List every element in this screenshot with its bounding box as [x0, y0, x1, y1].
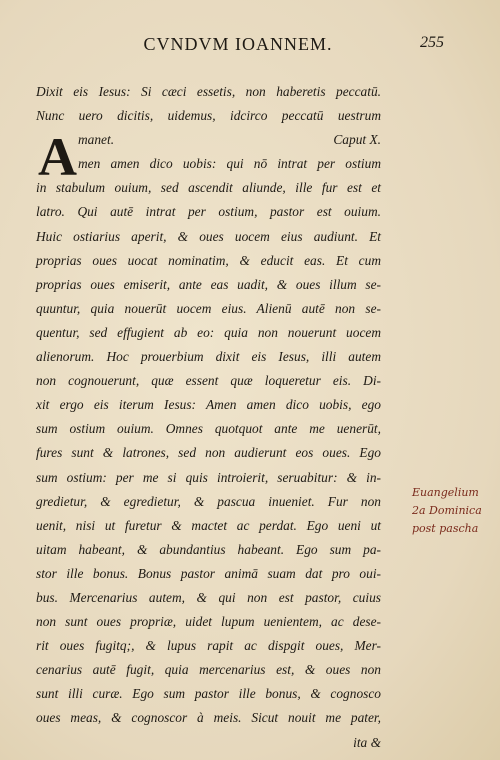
text-line: quentur, sed effugient ab eo: quia non nouerunt uocem [36, 324, 381, 340]
text-line: oues meas, & cognoscor à meis. Sicut nouit me pater, [36, 710, 381, 726]
text-line: alienorum. Hoc prouerbium dixit eis Iesus, illi autem [36, 349, 381, 365]
text-line: gredietur, & egredietur, & pascua inueniet. Fur non [36, 493, 381, 509]
text-line: non cognouerunt, quæ essent quæ loqueretur eis. Di- [36, 373, 381, 389]
text-line: non sunt oues propriæ, uidet lupum uenientem, ac dese- [36, 614, 381, 630]
drop-cap-initial: A [38, 127, 77, 187]
chapter-heading: Caput X. [333, 132, 381, 148]
text-line: sunt illi curæ. Ego sum pastor ille bonus, & cognosco [36, 686, 381, 702]
text-line: proprias oues emiserit, ante eas uadit, & oues illum se- [36, 276, 381, 292]
handwritten-marginal-note [412, 484, 500, 538]
text-line: uenit, nisi ut furetur & mactet ac perdat. Ego ueni ut [36, 517, 381, 533]
text-line-chapter-row [36, 128, 381, 152]
text-line: xit ergo eis iterum Iesus: Amen amen dico uobis, ego [36, 397, 381, 413]
text-line: ita & [353, 734, 381, 750]
text-line: manet. [78, 132, 115, 148]
marginal-note-line: post pascha [412, 522, 479, 535]
marginal-note-line: 2a Dominica [412, 504, 482, 517]
text-line: stor ille bonus. Bonus pastor animā suam dat pro oui- [36, 565, 381, 581]
text-line: fures sunt & latrones, sed non audierunt eos oues. Ego [36, 445, 381, 461]
text-line: latro. Qui autē intrat per ostium, pastor est ouium. [36, 204, 381, 220]
text-line: uitam habeant, & abundantius habeant. Ego sum pa- [36, 541, 381, 557]
text-line: in stabulum ouium, sed ascendit aliunde, ille fur est et [36, 180, 381, 196]
text-line: men amen dico uobis: qui nō intrat per ostium [78, 156, 381, 172]
text-line: Huic ostiarius aperit, & oues uocem eius audiunt. Et [36, 228, 381, 244]
text-line: cenarius autē fugit, quia mercenarius est, & oues non [36, 662, 381, 678]
text-line: rit oues fugitq;, & lupus rapit ac dispgit oues, Mer- [36, 638, 381, 654]
text-line: quuntur, quia nouerūt uocem eius. Alienū autē non se- [36, 300, 381, 316]
marginal-note-line: Euangelium [412, 486, 479, 499]
running-head: CVNDVM IOANNEM. [143, 34, 333, 54]
text-line: Dixit eis Iesus: Si cæci essetis, non haberetis peccatū. [36, 84, 381, 99]
text-line: bus. Mercenarius autem, & qui non est pastor, cuius [36, 589, 381, 605]
text-line: sum ostium ouium. Omnes quotquot ante me uenerūt, [36, 421, 381, 437]
text-line: sum ostium: per me si quis introierit, seruabitur: & in- [36, 469, 381, 485]
body-text [36, 80, 381, 755]
text-line: proprias oues uocat nominatim, & educit eas. Et cum [36, 252, 381, 268]
text-line: Nunc uero dicitis, uidemus, idcirco peccatū uestrum [36, 108, 381, 124]
page-number: 255 [420, 34, 444, 51]
